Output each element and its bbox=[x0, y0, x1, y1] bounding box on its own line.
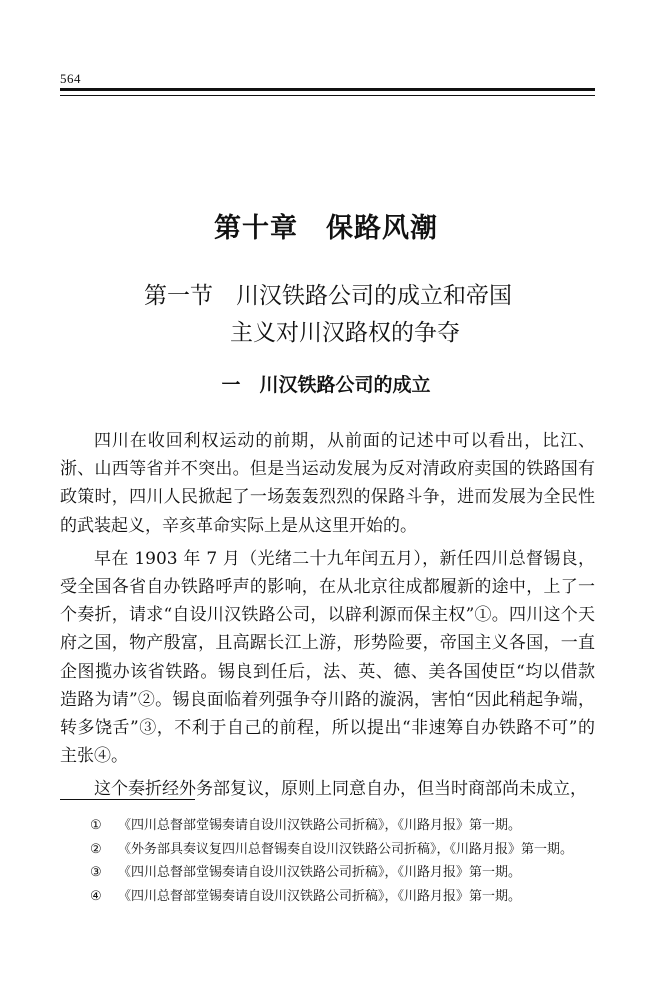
footnote-marker: ① bbox=[90, 818, 102, 833]
footnote-separator bbox=[60, 799, 195, 800]
footnote-text: 《外务部具奏议复四川总督锡奏自设川汉铁路公司折稿》，《川路月报》第一期。 bbox=[118, 841, 574, 857]
footnote-marker: ② bbox=[90, 841, 102, 857]
section-title-line2: 主义对川汉路权的争夺 bbox=[230, 320, 460, 346]
section-title bbox=[144, 278, 512, 352]
subsection-title: 一 川汉铁路公司的成立 bbox=[221, 374, 431, 396]
header-rule-thick bbox=[60, 88, 595, 91]
paragraph: 早在 1903 年 7 月（光绪二十九年闰五月），新任四川总督锡良，受全国各省自办铁路呼声的影响，在从北京往成都履新的途中，上了一个奏折，请求“自设川汉铁路公司，以辟利源而保主权”①。四川这个天府之国，物产殷富，且高踞长江上游，形势险要，帝国主义各国，一直企图揽办该省铁路。锡良到任后，法、英、德、美各国使臣“均以借款造路为请”②。锡良面临着列强争夺川路的漩涡，害怕“因此稍起争端，转多饶舌”③，不利于自己的前程，所以提出“非速筹自办铁路不可”的主张④。 bbox=[60, 548, 595, 767]
footnote-marker: ④ bbox=[90, 888, 102, 904]
footnote bbox=[60, 861, 595, 885]
header-rule-thin bbox=[60, 95, 595, 96]
footnote bbox=[60, 838, 595, 862]
footnote-marker: ③ bbox=[90, 865, 102, 880]
paragraph: 这个奏折经外务部复议，原则上同意自办，但当时商部尚未成立， bbox=[94, 779, 587, 800]
section-title-line1: 第一节 川汉铁路公司的成立和帝国 bbox=[144, 283, 512, 309]
footnote bbox=[60, 885, 595, 909]
footnote-text: 《四川总督部堂锡奏请自设川汉铁路公司折稿》，《川路月报》第一期。 bbox=[118, 888, 522, 904]
footnote-text: 《四川总督部堂锡奏请自设川汉铁路公司折稿》，《川路月报》第一期。 bbox=[118, 818, 522, 833]
body-text bbox=[60, 427, 595, 809]
page-number: 564 bbox=[60, 71, 81, 86]
footnote bbox=[60, 814, 595, 838]
footnotes bbox=[60, 814, 595, 908]
chapter-title: 第十章 保路风潮 bbox=[214, 213, 438, 244]
paragraph: 四川在收回利权运动的前期，从前面的记述中可以看出，比江、浙、山西等省并不突出。但是当运动发展为反对清政府卖国的铁路国有政策时，四川人民掀起了一场轰轰烈烈的保路斗争，进而发展为全民性的武装起义，辛亥革命实际上是从这里开始的。 bbox=[60, 431, 595, 536]
footnote-text: 《四川总督部堂锡奏请自设川汉铁路公司折稿》，《川路月报》第一期。 bbox=[118, 865, 522, 880]
